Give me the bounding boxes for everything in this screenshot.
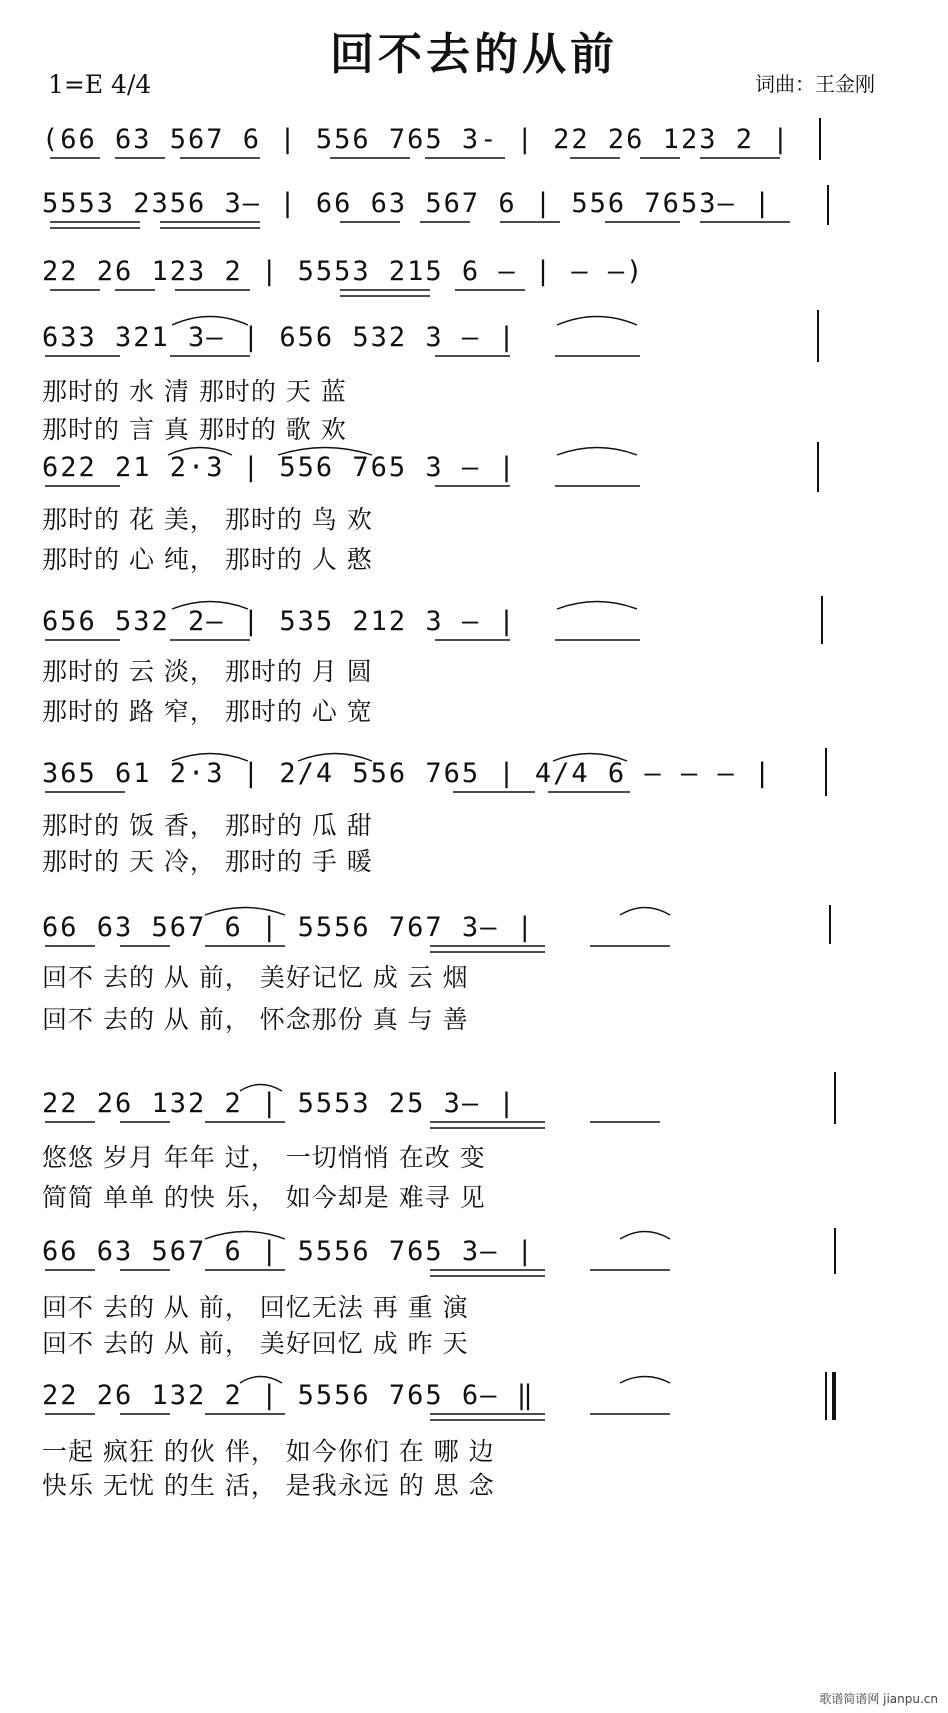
lyric-line-2: 那时的 心 纯， 那时的 人 憨 bbox=[42, 545, 373, 574]
song-title: 回不去的从前 bbox=[330, 29, 618, 80]
notation-line: 656 532 2— | 535 212 3 — | bbox=[42, 606, 517, 637]
notation-line: 365 61 2·3 | 2/4 556 765 | 4/4 6 — — — | bbox=[42, 758, 773, 789]
credits: 词曲：王金刚 bbox=[755, 72, 875, 96]
underline-beams bbox=[45, 158, 790, 1420]
lyric-line-1: 那时的 水 清 那时的 天 蓝 bbox=[42, 377, 347, 406]
lyric-line-2: 那时的 言 真 那时的 歌 欢 bbox=[42, 415, 347, 444]
intro-line-2: 5553 2356 3— | 66 63 567 6 | 556 7653— | bbox=[42, 188, 773, 219]
lyric-line-1: 一起 疯狂 的伙 伴， 如今你们 在 哪 边 bbox=[42, 1437, 495, 1466]
lyric-line-2: 快乐 无忧 的生 活， 是我永远 的 思 念 bbox=[42, 1471, 495, 1500]
lyric-line-1: 那时的 饭 香， 那时的 瓜 甜 bbox=[42, 811, 373, 840]
lyric-line-2: 那时的 天 冷， 那时的 手 暖 bbox=[42, 847, 373, 876]
site-watermark: 歌谱简谱网 jianpu.cn bbox=[819, 1692, 938, 1706]
lyric-line-1: 那时的 花 美， 那时的 鸟 欢 bbox=[42, 505, 373, 534]
notation-line: 66 63 567 6 | 5556 767 3— | bbox=[42, 912, 535, 943]
intro-line-3: 22 26 123 2 | 5553 215 6 — | — —) bbox=[42, 256, 645, 287]
lyric-line-1: 那时的 云 淡， 那时的 月 圆 bbox=[42, 657, 373, 686]
lyric-line-1: 回不 去的 从 前， 回忆无法 再 重 演 bbox=[42, 1293, 469, 1322]
lyric-line-2: 简简 单单 的快 乐， 如今却是 难寻 见 bbox=[42, 1183, 486, 1212]
notation-line: 22 26 132 2 | 5553 25 3— | bbox=[42, 1088, 517, 1119]
notation-line: 22 26 132 2 | 5556 765 6— ‖ bbox=[42, 1380, 535, 1411]
lyric-line-2: 那时的 路 窄， 那时的 心 宽 bbox=[42, 697, 373, 726]
barlines bbox=[818, 118, 835, 1420]
slur-arcs bbox=[168, 317, 670, 1384]
lyric-line-2: 回不 去的 从 前， 怀念那份 真 与 善 bbox=[42, 1005, 469, 1034]
notation-line: 66 63 567 6 | 5556 765 3— | bbox=[42, 1236, 535, 1267]
notation-line: 622 21 2·3 | 556 765 3 — | bbox=[42, 452, 517, 483]
intro-line-1: (66 63 567 6 | 556 765 3- | 22 26 123 2 | bbox=[42, 124, 791, 155]
lyric-line-1: 回不 去的 从 前， 美好记忆 成 云 烟 bbox=[42, 963, 469, 992]
lyric-line-1: 悠悠 岁月 年年 过， 一切悄悄 在改 变 bbox=[42, 1143, 486, 1172]
key-signature: 1=E 4/4 bbox=[48, 70, 152, 99]
notation-line: 633 321 3— | 656 532 3 — | bbox=[42, 322, 517, 353]
lyric-line-2: 回不 去的 从 前， 美好回忆 成 昨 天 bbox=[42, 1329, 469, 1358]
